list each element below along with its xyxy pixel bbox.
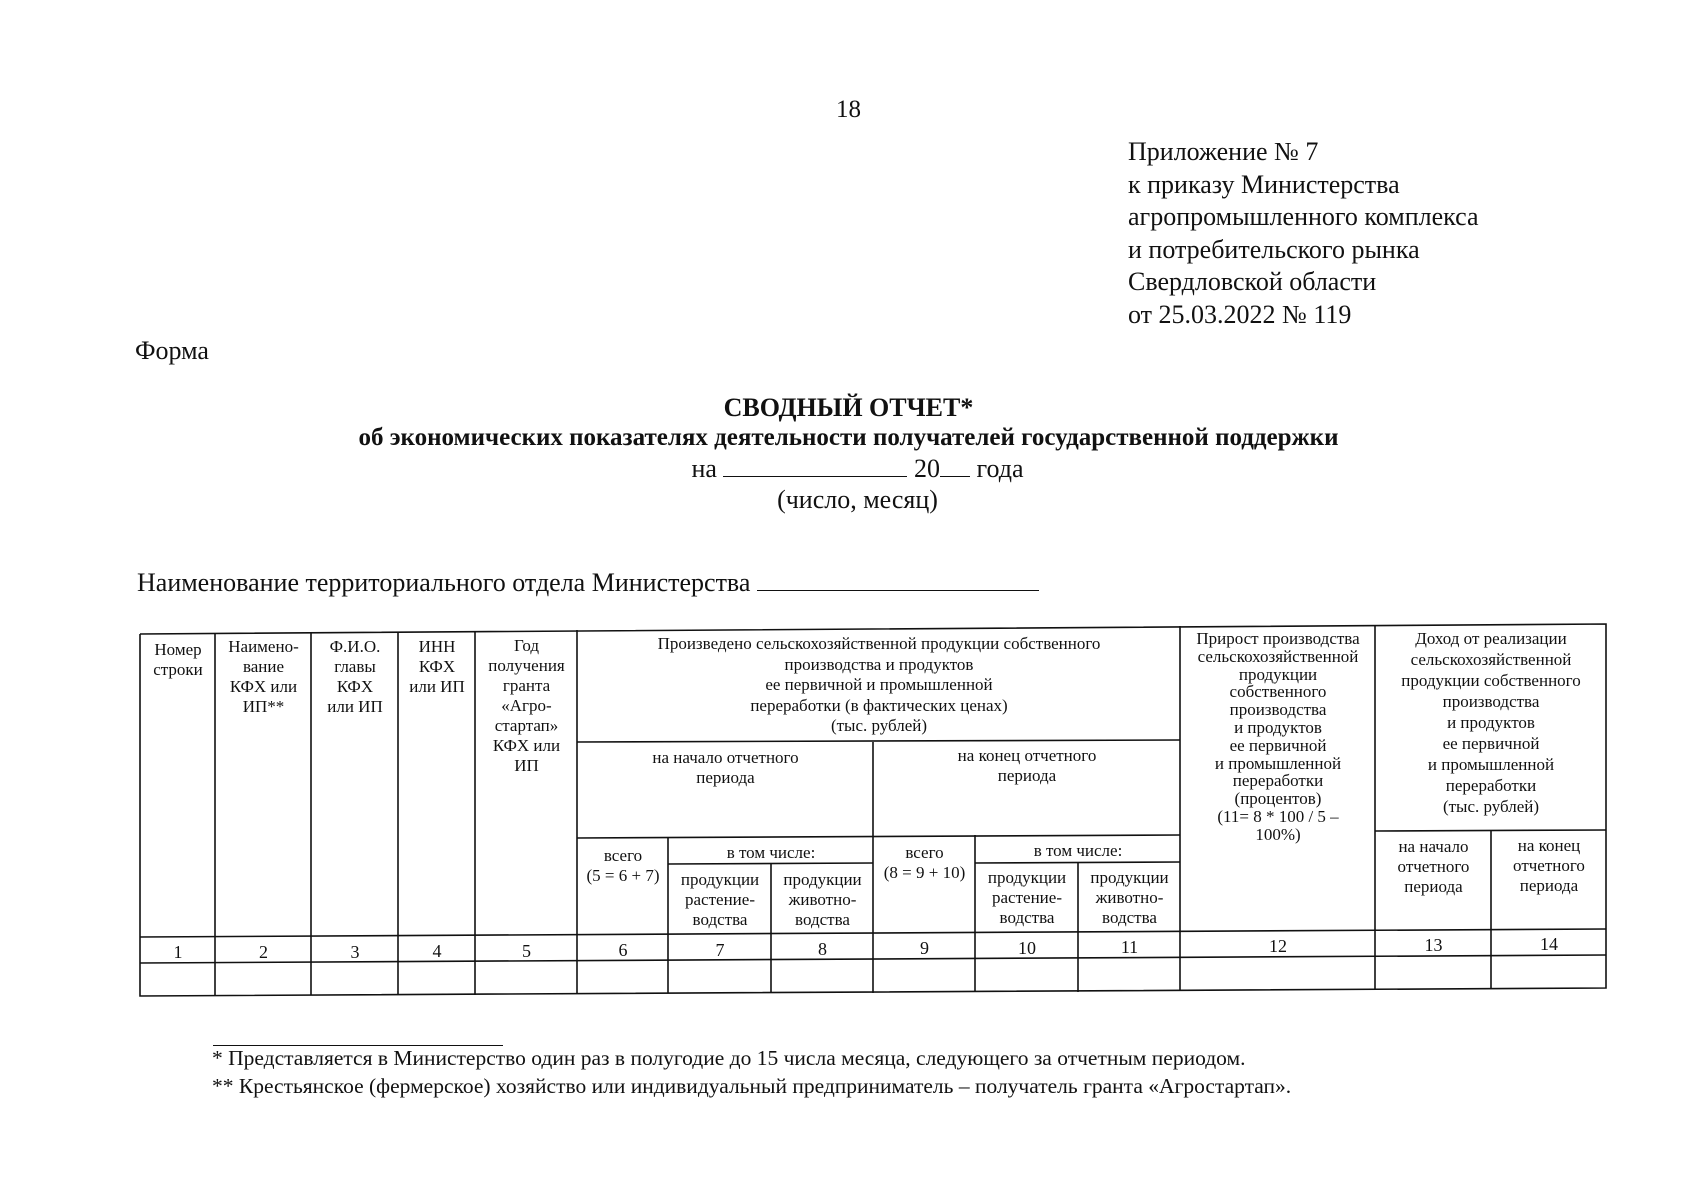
header-head-name: Ф.И.О. главы КФХ или ИП [327, 637, 383, 716]
appendix-line: агропромышленного комплекса [1128, 202, 1479, 231]
header-produced: Произведено сельскохозяйственной продукции собственного производства и продуктов ее первичной и промышленной переработки (в фактических ценах) (тыс. рублей) [657, 634, 1101, 735]
header-crop-end: продукции растение- водства [987, 868, 1067, 927]
header-income-start: на начало отчетного периода [1397, 837, 1470, 896]
column-number: 2 [259, 942, 268, 962]
date-hint: (число, месяц) [777, 485, 938, 514]
date-suffix: года [976, 454, 1024, 483]
header-income-end: на конец отчетного периода [1513, 836, 1585, 895]
header-period-start: на начало отчетного периода [652, 748, 799, 787]
header-growth: Прирост производства сельскохозяйственной продукции собственного производства и продуктов ее первичной и промышленной переработки (процентов) (11= 8 * 100 / 5 – 100%) [1196, 630, 1360, 844]
column-number: 5 [522, 941, 531, 961]
column-number: 8 [818, 939, 827, 959]
header-grant-year: Год получения гранта «Агро- стартап» КФХ или ИП [488, 636, 565, 775]
header-inn: ИНН КФХ или ИП [409, 637, 465, 696]
column-number: 14 [1540, 934, 1558, 954]
header-livestock-end: продукции животно- водства [1090, 868, 1169, 927]
year-prefix: 20 [913, 454, 940, 483]
header-total-start: всего (5 = 6 + 7) [586, 846, 660, 885]
report-title: СВОДНЫЙ ОТЧЕТ* [723, 393, 974, 422]
appendix-line: к приказу Министерства [1128, 169, 1400, 199]
column-number: 4 [432, 941, 442, 961]
column-number: 13 [1424, 935, 1443, 955]
date-prefix: на [691, 454, 717, 483]
header-including-start: в том числе: [726, 843, 816, 862]
appendix-line: и потребительского рынка [1128, 234, 1420, 264]
appendix-line: от 25.03.2022 № 119 [1128, 299, 1352, 329]
footnote-1: * Представляется в Министерство один раз в полугодие до 15 числа месяца, следующего за отчетным периодом. [212, 1046, 1246, 1070]
territory-label: Наименование территориального отдела Министерства [137, 568, 751, 597]
header-period-end: на конец отчетного периода [957, 746, 1097, 785]
header-total-end: всего (8 = 9 + 10) [883, 843, 966, 882]
column-number: 11 [1120, 937, 1139, 957]
report-subtitle: об экономических показателях деятельности получателей государственной поддержки [358, 424, 1339, 451]
header-row-number: Номер строки [153, 640, 203, 679]
footnotes [212, 1044, 1291, 1100]
header-crop-start: продукции растение- водства [680, 870, 760, 929]
appendix-line: Свердловской области [1128, 267, 1377, 296]
column-number: 1 [173, 942, 183, 962]
column-number: 7 [715, 940, 725, 960]
header-farm-name: Наимено- вание КФХ или ИП** [228, 637, 299, 716]
appendix-line: Приложение № 7 [1128, 137, 1319, 166]
footnote-2: ** Крестьянское (фермерское) хозяйство или индивидуальный предприниматель – получатель гранта «Агростартап». [212, 1074, 1292, 1098]
form-label: Форма [135, 336, 209, 365]
column-number: 3 [350, 942, 360, 962]
header-income: Доход от реализации сельскохозяйственной продукции собственного производства и продуктов ее первичной и промышленной переработки (тыс. рублей) [1401, 629, 1581, 816]
header-including-end: в том числе: [1033, 841, 1123, 860]
column-number: 10 [1018, 938, 1036, 958]
column-number: 6 [618, 940, 628, 960]
column-number: 12 [1269, 936, 1287, 956]
column-number: 9 [920, 938, 929, 958]
page-number: 18 [836, 96, 861, 123]
header-livestock-start: продукции животно- водства [783, 870, 862, 929]
